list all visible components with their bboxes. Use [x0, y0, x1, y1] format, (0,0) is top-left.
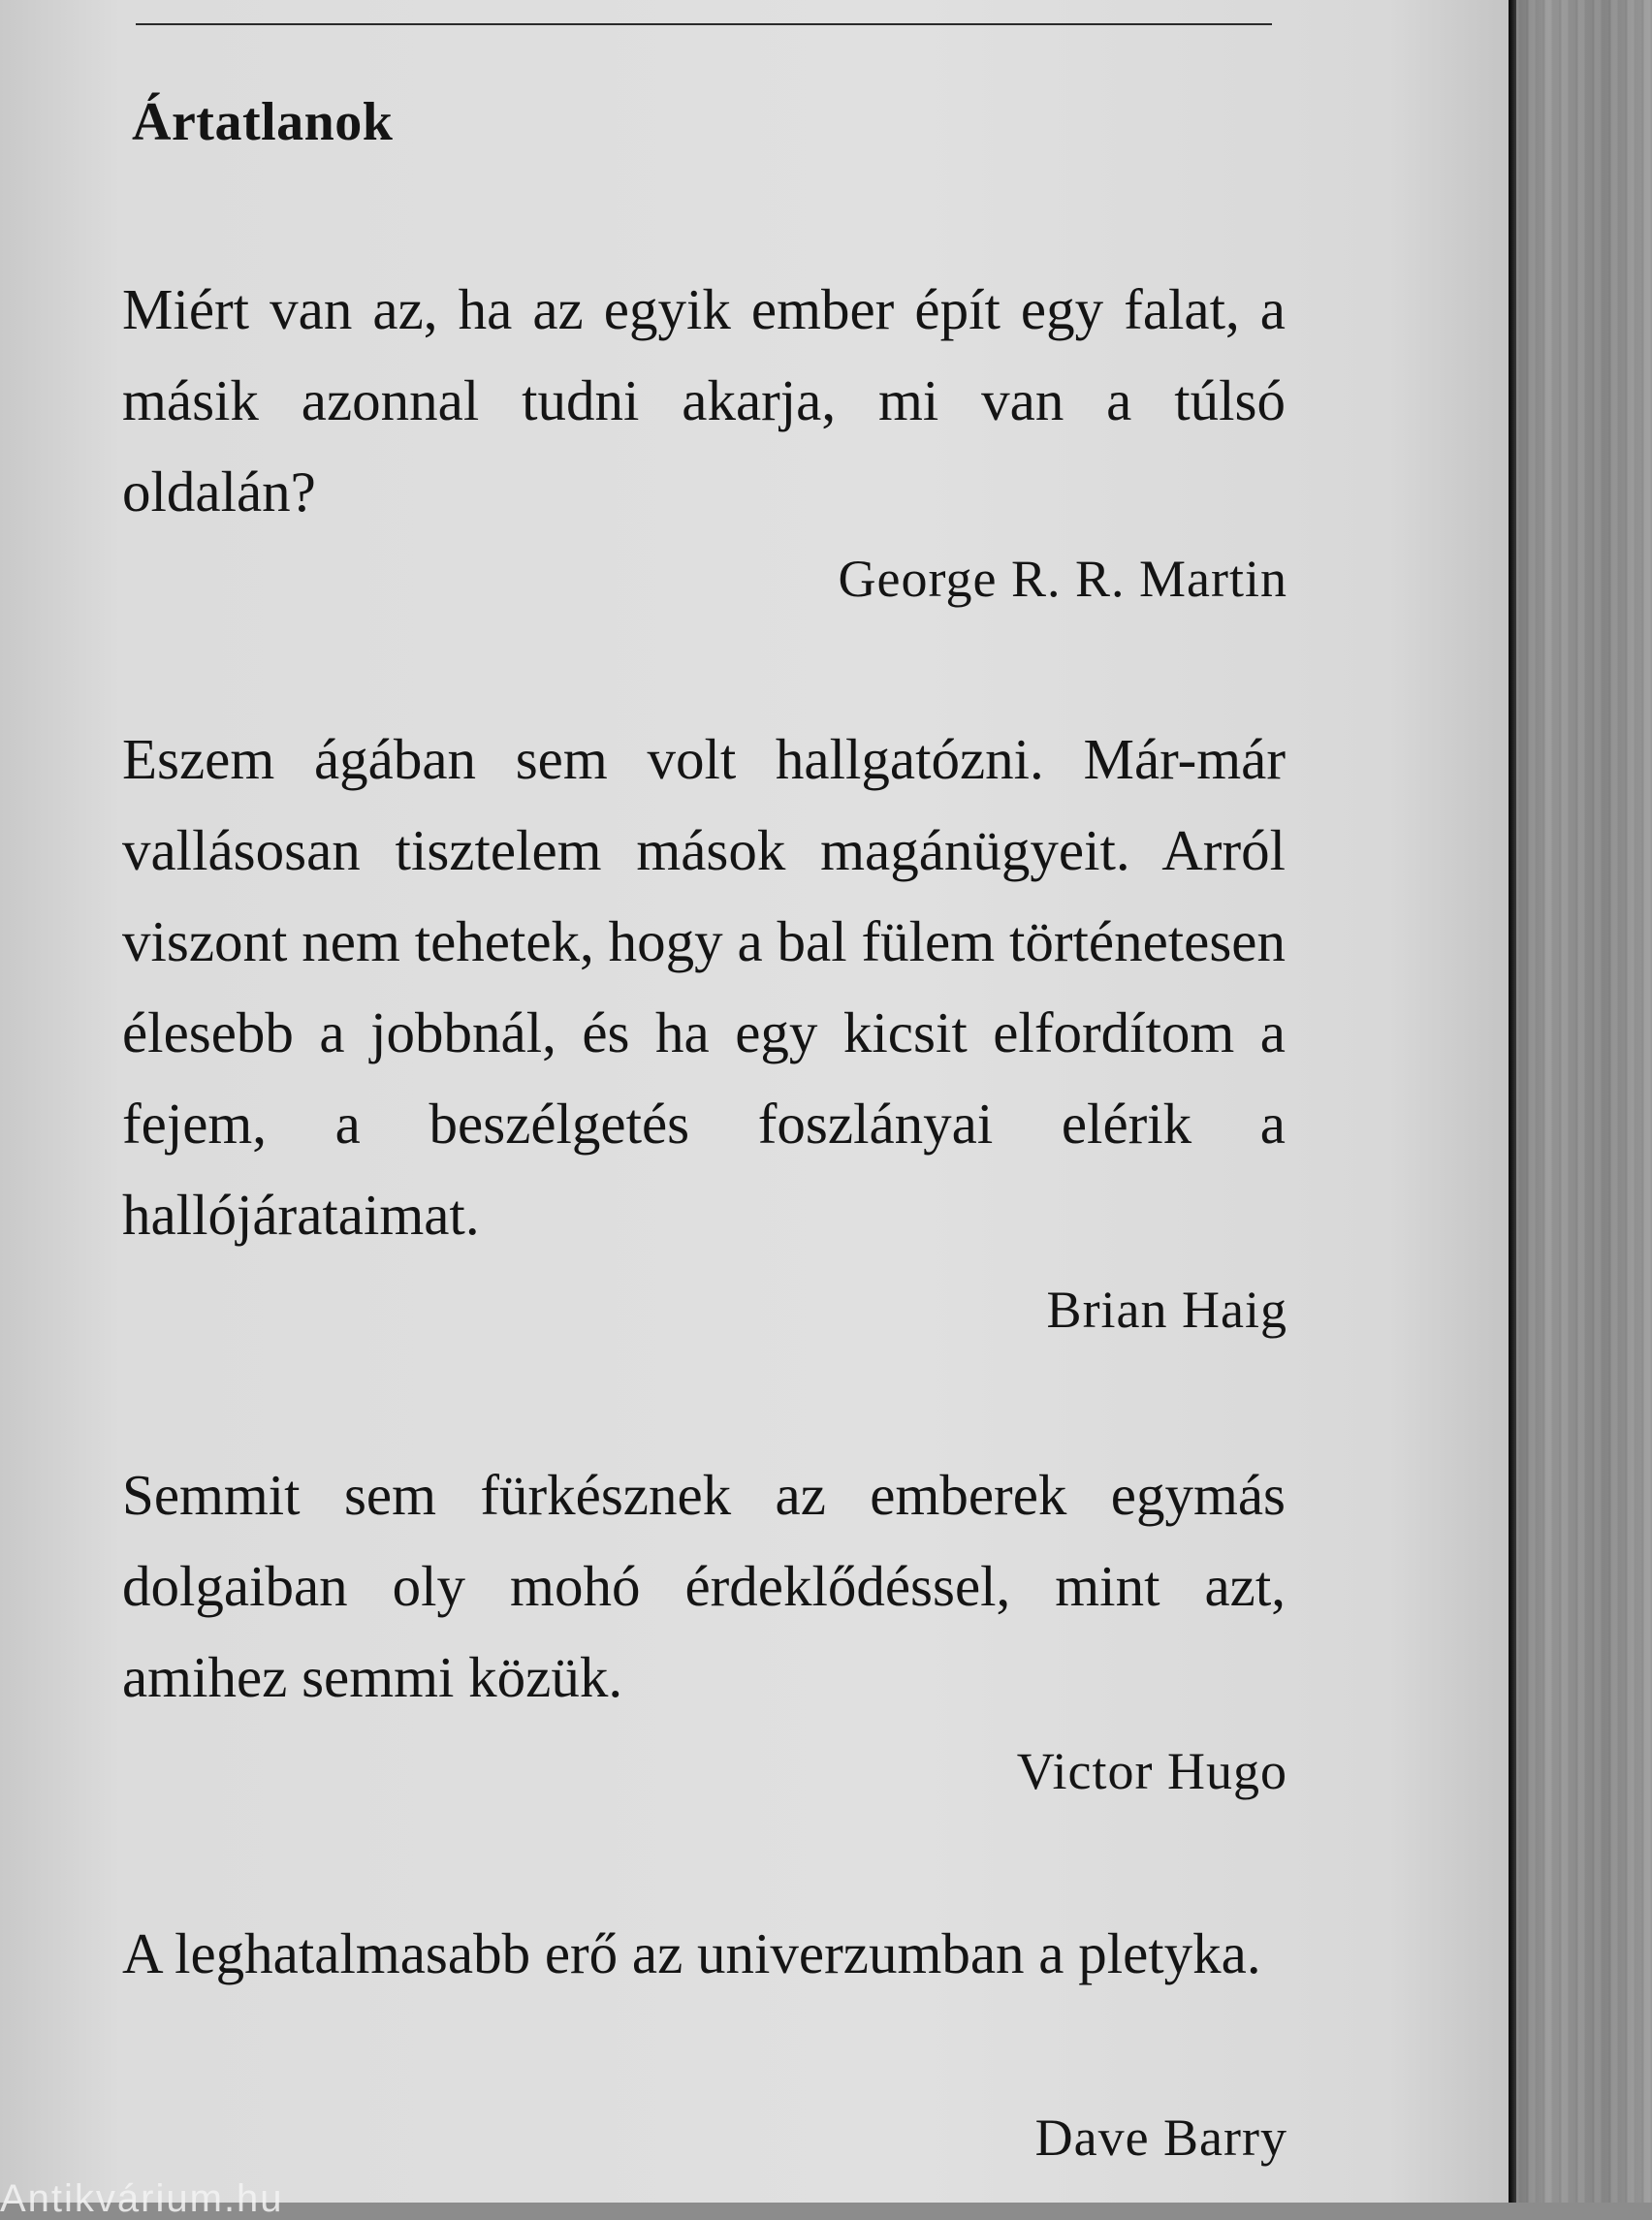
quote-text: Miért van az, ha az egyik ember épít egy falat, a másik azonnal tudni akarja, mi van a túlsó oldalán?: [122, 277, 1286, 523]
quote-author: George R. R. Martin: [838, 550, 1287, 608]
watermark: Antikvárium.hu: [0, 2177, 284, 2220]
quote-author: Dave Barry: [1034, 2109, 1287, 2167]
top-rule: [136, 23, 1272, 25]
wooden-background: [1493, 0, 1652, 2203]
quote-text: A leghatalmasabb erő az univerzumban a pletyka.: [122, 1921, 1261, 1985]
quote-author: Brian Haig: [1046, 1281, 1287, 1339]
quote-text: Eszem ágában sem volt hallgatózni. Már-már vallásosan tisztelem mások magánügyeit. Arról viszont nem tehetek, hogy a bal fülem történetesen élesebb a jobbnál, és ha egy kicsit elfordítom a fejem, a beszélgetés foszlányai elérik a hallójárataimat.: [122, 727, 1286, 1247]
section-title: Ártatlanok: [132, 92, 394, 152]
quote-author: Victor Hugo: [1016, 1742, 1287, 1800]
quote-text: Semmit sem fürkésznek az emberek egymás dolgaiban oly mohó érdeklődéssel, mint azt, amihez semmi közük.: [122, 1463, 1286, 1709]
